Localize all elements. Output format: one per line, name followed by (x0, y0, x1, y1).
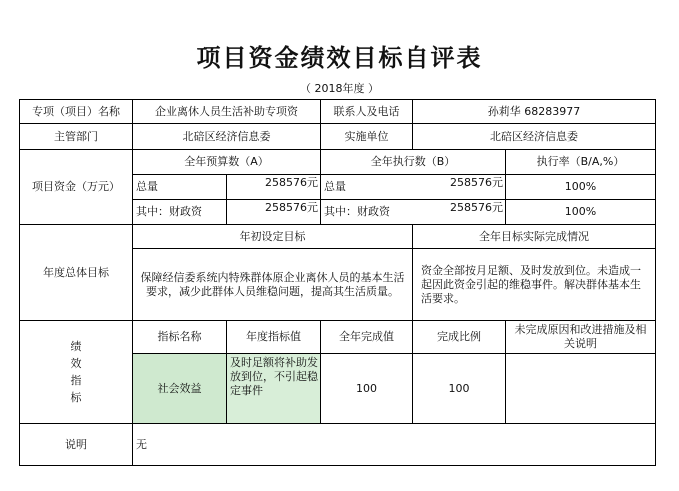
total-exec-label: 总量 (324, 180, 346, 193)
contact-value: 孙莉华 68283977 (487, 104, 581, 118)
impl-label: 实施单位 (344, 129, 389, 143)
total-label: 总量 (136, 180, 158, 193)
indicators-label: 绩 效 指 标 (70, 340, 82, 404)
budget-header: 全年预算数（A） (184, 155, 269, 168)
remark-value: 无 (136, 437, 147, 451)
indicator-name-header: 指标名称 (157, 330, 202, 343)
dept-value: 北碚区经济信息委 (182, 129, 271, 143)
fiscal-rate: 100% (564, 205, 597, 218)
project-name-value: 企业离休人员生活补助专项资 (155, 104, 298, 118)
page-title: 项目资金绩效目标自评表 (196, 44, 483, 72)
funds-label: 项目资金（万元） (32, 180, 120, 193)
project-name-label: 专项（项目）名称 (32, 104, 120, 118)
impl-value: 北碚区经济信息委 (490, 129, 578, 143)
indicator-target: 及时足额将补助发放到位，不引起稳定事件 (227, 354, 320, 423)
indicator-done: 100 (356, 381, 377, 395)
indicator-ratio-header: 完成比例 (437, 330, 481, 343)
total-budget: 258576元 (265, 176, 318, 189)
indicator-done-header: 全年完成值 (339, 330, 394, 343)
indicator-name: 社会效益 (133, 354, 226, 423)
remark-label: 说明 (65, 437, 87, 451)
fiscal-budget: 258576元 (265, 201, 318, 214)
total-rate: 100% (564, 180, 597, 193)
contact-label: 联系人及电话 (333, 104, 400, 118)
actual-goal-text: 资金全部按月足额、及时发放到位。未造成一起因此资金引起的维稳事件。解决群体基本生活要求。 (421, 263, 641, 305)
exec-header: 全年执行数（B） (370, 155, 456, 168)
fiscal-exec: 258576元 (450, 201, 503, 214)
goals-label: 年度总体目标 (43, 265, 109, 279)
actual-goal-header: 全年目标实际完成情况 (479, 229, 589, 243)
indicator-target-header: 年度指标值 (246, 330, 301, 343)
initial-goal-text: 保障经信委系统内特殊群体原企业离休人员的基本生活要求，减少此群体人员维稳问题，提高其生活质量。 (140, 270, 405, 298)
indicator-ratio: 100 (448, 381, 470, 395)
initial-goal-header: 年初设定目标 (239, 229, 306, 243)
indicator-reason-header: 未完成原因和改进措施及相关说明 (514, 323, 647, 350)
dept-label: 主管部门 (54, 129, 98, 143)
rate-header: 执行率（B/A,%） (536, 155, 625, 168)
fiscal-exec-label: 其中：财政资 (324, 205, 390, 218)
indicator-reason (506, 354, 655, 423)
year-label: （ 2018年度 ） (300, 82, 379, 95)
total-exec: 258576元 (450, 176, 503, 189)
fiscal-label: 其中：财政资 (136, 205, 202, 218)
